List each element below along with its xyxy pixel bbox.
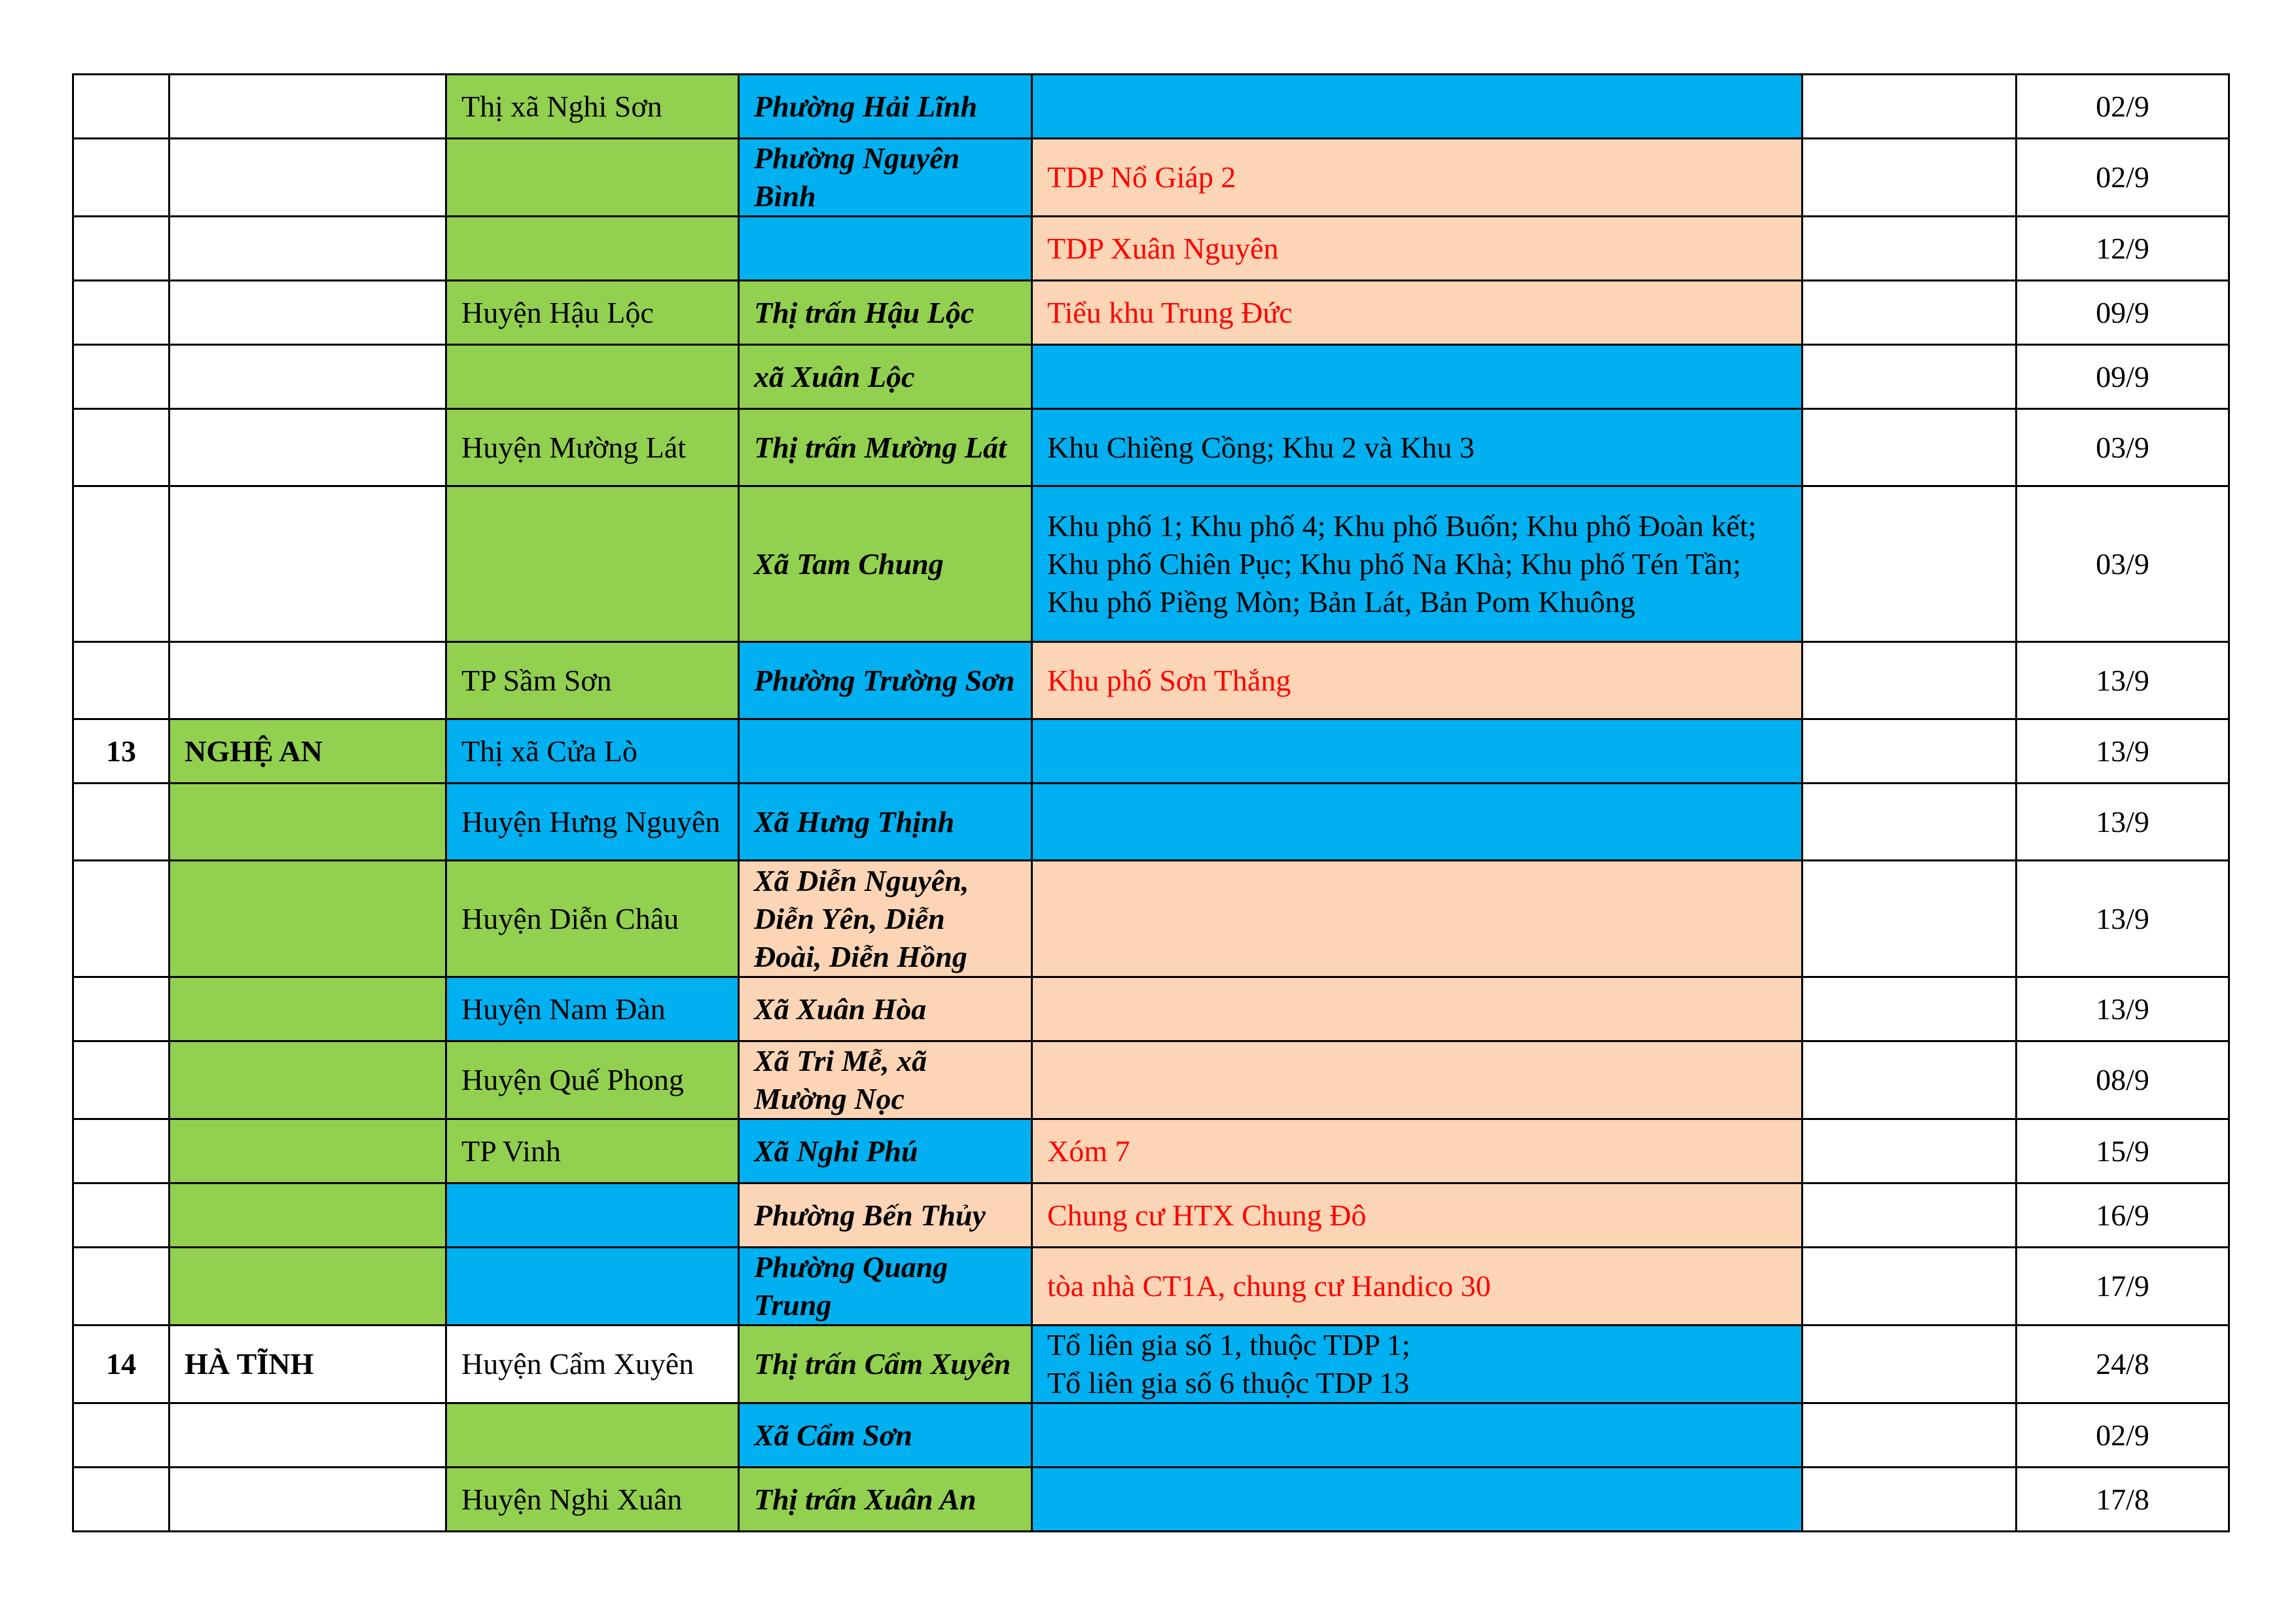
province-cell [170,861,446,977]
area-detail-cell [1032,1403,1803,1468]
district-cell [446,139,739,217]
date-cell: 09/9 [2017,345,2229,409]
table-row [73,977,2229,1041]
empty-cell [1803,217,2017,281]
district-cell [446,1248,739,1326]
table-row [73,1326,2229,1403]
empty-cell [1803,139,2017,217]
date-cell: 13/9 [2017,642,2229,719]
row-number-cell [73,1183,170,1248]
ward-cell: Thị trấn Mường Lát [739,409,1032,486]
empty-cell [1803,784,2017,861]
row-number-cell: 14 [73,1326,170,1403]
province-cell [170,1248,446,1326]
row-number-cell [73,1119,170,1183]
empty-cell [1803,861,2017,977]
row-number-cell [73,1248,170,1326]
district-cell: Thị xã Cửa Lò [446,719,739,784]
row-number-cell [73,345,170,409]
empty-cell [1803,977,2017,1041]
province-cell [170,281,446,345]
date-cell: 15/9 [2017,1119,2229,1183]
table-row [73,1468,2229,1532]
row-number-cell [73,281,170,345]
empty-cell [1803,1326,2017,1403]
table-row [73,75,2229,139]
province-cell [170,1183,446,1248]
province-cell [170,75,446,139]
province-cell [170,345,446,409]
area-detail-cell [1032,75,1803,139]
area-detail-cell [1032,719,1803,784]
ward-cell: Xã Diễn Nguyên, Diễn Yên, Diễn Đoài, Diễn Hồng [739,861,1032,977]
date-cell: 17/9 [2017,1248,2229,1326]
empty-cell [1803,345,2017,409]
ward-cell: Phường Hải Lĩnh [739,75,1032,139]
outbreak-area-table [72,73,2230,1532]
ward-cell: Phường Quang Trung [739,1248,1032,1326]
empty-cell [1803,75,2017,139]
ward-cell: Xã Tri Mễ, xã Mường Nọc [739,1041,1032,1119]
empty-cell [1803,1248,2017,1326]
table-row [73,217,2229,281]
date-cell: 02/9 [2017,1403,2229,1468]
province-cell [170,409,446,486]
district-cell: Huyện Nghi Xuân [446,1468,739,1532]
date-cell: 02/9 [2017,139,2229,217]
row-number-cell [73,861,170,977]
table-row [73,719,2229,784]
date-cell: 16/9 [2017,1183,2229,1248]
row-number-cell [73,1041,170,1119]
table-row [73,861,2229,977]
row-number-cell [73,1468,170,1532]
area-detail-cell [1032,861,1803,977]
table-row [73,1403,2229,1468]
table-row [73,281,2229,345]
area-detail-cell [1032,977,1803,1041]
date-cell: 24/8 [2017,1326,2229,1403]
row-number-cell [73,75,170,139]
date-cell: 13/9 [2017,784,2229,861]
province-cell [170,977,446,1041]
ward-cell: Xã Nghi Phú [739,1119,1032,1183]
empty-cell [1803,1183,2017,1248]
empty-cell [1803,642,2017,719]
area-detail-cell [1032,1468,1803,1532]
district-cell: Thị xã Nghi Sơn [446,75,739,139]
ward-cell: Phường Trường Sơn [739,642,1032,719]
empty-cell [1803,1468,2017,1532]
table-row [73,784,2229,861]
date-cell: 13/9 [2017,861,2229,977]
district-cell: Huyện Quế Phong [446,1041,739,1119]
area-detail-cell [1032,1041,1803,1119]
area-detail-cell [1032,345,1803,409]
empty-cell [1803,486,2017,642]
district-cell [446,486,739,642]
district-cell: Huyện Diễn Châu [446,861,739,977]
province-cell: NGHỆ AN [170,719,446,784]
ward-cell: Xã Xuân Hòa [739,977,1032,1041]
table-row [73,642,2229,719]
province-cell [170,486,446,642]
row-number-cell [73,139,170,217]
empty-cell [1803,281,2017,345]
area-detail-cell: Tổ liên gia số 1, thuộc TDP 1; Tổ liên gia số 6 thuộc TDP 13 [1032,1326,1803,1403]
area-detail-cell: tòa nhà CT1A, chung cư Handico 30 [1032,1248,1803,1326]
province-cell: HÀ TĨNH [170,1326,446,1403]
date-cell: 03/9 [2017,409,2229,486]
date-cell: 08/9 [2017,1041,2229,1119]
province-cell [170,1041,446,1119]
district-cell: TP Vinh [446,1119,739,1183]
district-cell: Huyện Hưng Nguyên [446,784,739,861]
ward-cell: Xã Cẩm Sơn [739,1403,1032,1468]
district-cell: TP Sầm Sơn [446,642,739,719]
district-cell [446,345,739,409]
row-number-cell: 13 [73,719,170,784]
area-detail-cell: Khu phố 1; Khu phố 4; Khu phố Buốn; Khu phố Đoàn kết; Khu phố Chiên Pục; Khu phố Na Khà; Khu phố Tén Tần; Khu phố Piềng Mòn; Bản Lát, Bản Pom Khuông [1032,486,1803,642]
empty-cell [1803,1041,2017,1119]
table-row [73,409,2229,486]
ward-cell: Xã Hưng Thịnh [739,784,1032,861]
row-number-cell [73,1403,170,1468]
ward-cell: Thị trấn Hậu Lộc [739,281,1032,345]
district-cell: Huyện Cẩm Xuyên [446,1326,739,1403]
area-detail-cell: Xóm 7 [1032,1119,1803,1183]
province-cell [170,1468,446,1532]
district-cell: Huyện Hậu Lộc [446,281,739,345]
row-number-cell [73,784,170,861]
table-row [73,139,2229,217]
area-detail-cell: TDP Nổ Giáp 2 [1032,139,1803,217]
district-cell: Huyện Nam Đàn [446,977,739,1041]
table-row [73,1041,2229,1119]
table-row [73,1183,2229,1248]
area-detail-cell: TDP Xuân Nguyên [1032,217,1803,281]
area-detail-cell: Khu Chiềng Cồng; Khu 2 và Khu 3 [1032,409,1803,486]
province-cell [170,139,446,217]
date-cell: 13/9 [2017,719,2229,784]
row-number-cell [73,409,170,486]
area-detail-cell: Tiểu khu Trung Đức [1032,281,1803,345]
province-cell [170,1403,446,1468]
area-detail-cell [1032,784,1803,861]
ward-cell [739,719,1032,784]
district-cell: Huyện Mường Lát [446,409,739,486]
ward-cell: xã Xuân Lộc [739,345,1032,409]
row-number-cell [73,977,170,1041]
table-row [73,345,2229,409]
ward-cell [739,217,1032,281]
ward-cell: Phường Bến Thủy [739,1183,1032,1248]
ward-cell: Thị trấn Cẩm Xuyên [739,1326,1032,1403]
row-number-cell [73,486,170,642]
province-cell [170,1119,446,1183]
ward-cell: Thị trấn Xuân An [739,1468,1032,1532]
row-number-cell [73,642,170,719]
empty-cell [1803,1119,2017,1183]
date-cell: 03/9 [2017,486,2229,642]
date-cell: 02/9 [2017,75,2229,139]
ward-cell: Xã Tam Chung [739,486,1032,642]
date-cell: 09/9 [2017,281,2229,345]
date-cell: 17/8 [2017,1468,2229,1532]
area-detail-cell: Khu phố Sơn Thắng [1032,642,1803,719]
ward-cell: Phường Nguyên Bình [739,139,1032,217]
empty-cell [1803,1403,2017,1468]
table-row [73,486,2229,642]
province-cell [170,642,446,719]
table-row [73,1119,2229,1183]
empty-cell [1803,719,2017,784]
row-number-cell [73,217,170,281]
area-detail-cell: Chung cư HTX Chung Đô [1032,1183,1803,1248]
empty-cell [1803,409,2017,486]
province-cell [170,217,446,281]
district-cell [446,1403,739,1468]
district-cell [446,1183,739,1248]
table-row [73,1248,2229,1326]
date-cell: 12/9 [2017,217,2229,281]
district-cell [446,217,739,281]
date-cell: 13/9 [2017,977,2229,1041]
province-cell [170,784,446,861]
